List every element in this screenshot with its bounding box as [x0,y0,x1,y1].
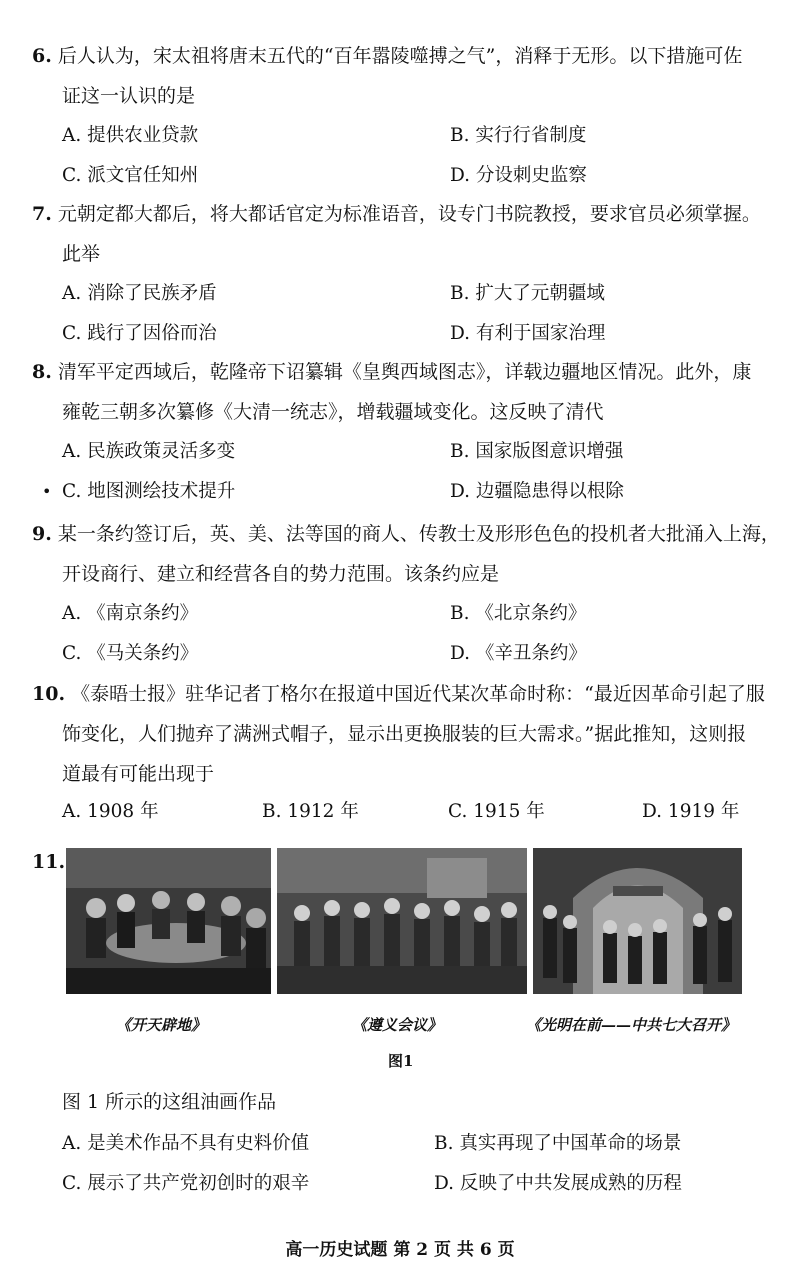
question-stem: 元朝定都大都后，将大都话官定为标准语音，设专门书院教授，要求官员必须掌握。 [57,203,761,225]
question-6 [32,36,780,116]
option-d[interactable]: D. 《辛丑条约》 [450,643,587,664]
question-10-options [62,792,780,832]
option-b[interactable]: B. 实行行省制度 [450,125,587,146]
option-d[interactable]: D. 1919 年 [642,801,740,822]
option-c[interactable]: C. 《马关条约》 [62,643,199,664]
painting-figures [66,848,742,994]
page-footer: 高一历史试题 第 2 页 共 6 页 [285,1240,515,1260]
question-stem-cont: 开设商行、建立和经营各自的势力范围。该条约应是 [62,563,500,585]
question-number: 6. [32,45,52,67]
question-stem: 后人认为，宋太祖将唐末五代的“百年嚣陵噬搏之气”，消释于无形。以下措施可佐 [57,45,743,67]
option-a[interactable]: A. 消除了民族矛盾 [62,283,217,304]
option-d[interactable]: D. 反映了中共发展成熟的历程 [434,1173,682,1194]
question-stem-cont: 饰变化，人们抛弃了满洲式帽子，显示出更换服装的巨大需求。”据此推知，这则报 [62,723,747,745]
question-8 [32,352,780,432]
question-stem: 清军平定西域后，乾隆帝下诏纂辑《皇舆西域图志》，详载边疆地区情况。此外，康 [57,361,752,383]
question-stem: 某一条约签订后，英、美、法等国的商人、传教士及形形色色的投机者大批涌入上海， [57,523,780,545]
question-10 [32,674,780,794]
stray-mark: • [42,482,52,501]
question-8-options [42,432,780,512]
question-7 [32,194,780,274]
question-7-options [62,274,780,354]
question-9-options [62,594,780,674]
caption-guangming-zaiqian: 《光明在前——中共七大召开》 [526,1016,737,1034]
option-a[interactable]: A. 是美术作品不具有史料价值 [62,1133,310,1154]
question-stem-cont: 雍乾三朝多次纂修《大清一统志》，增载疆域变化。这反映了清代 [62,401,604,423]
question-9 [32,514,780,594]
question-stem-cont: 此举 [62,243,101,265]
option-b[interactable]: B. 国家版图意识增强 [450,441,624,462]
question-11-options [62,1124,780,1204]
painting-zunyi-huiyi [277,848,527,994]
painting-guangming-zaiqian [533,848,742,994]
option-b[interactable]: B. 《北京条约》 [450,603,587,624]
question-6-options [62,116,780,196]
option-b[interactable]: B. 1912 年 [262,801,359,822]
option-a[interactable]: A. 《南京条约》 [62,603,199,624]
question-number: 9. [32,523,52,545]
painting-kaitian-pidi [66,848,271,994]
question-stem: 图 1 所示的这组油画作品 [62,1091,277,1113]
option-c[interactable]: C. 地图测绘技术提升 [62,481,236,502]
question-number: 8. [32,361,52,383]
caption-kaitian-pidi: 《开天辟地》 [116,1016,207,1034]
option-c[interactable]: C. 践行了因俗而治 [62,323,217,344]
question-stem-cont: 道最有可能出现于 [62,763,215,785]
option-d[interactable]: D. 边疆隐患得以根除 [450,481,624,502]
question-11-stem [62,1082,780,1122]
option-c[interactable]: C. 1915 年 [448,801,545,822]
question-number: 10. [32,683,66,705]
option-b[interactable]: B. 扩大了元朝疆域 [450,283,605,304]
question-number: 11. [32,851,66,873]
question-number: 7. [32,203,52,225]
question-stem: 《泰晤士报》驻华记者丁格尔在报道中国近代某次革命时称：“最近因革命引起了服 [71,683,765,705]
option-d[interactable]: D. 有利于国家治理 [450,323,606,344]
figure-label: 图1 [388,1052,414,1070]
option-b[interactable]: B. 真实再现了中国革命的场景 [434,1133,682,1154]
option-c[interactable]: C. 展示了共产党初创时的艰辛 [62,1173,310,1194]
option-d[interactable]: D. 分设刺史监察 [450,165,587,186]
option-a[interactable]: A. 1908 年 [62,801,159,822]
option-c[interactable]: C. 派文官任知州 [62,165,199,186]
option-a[interactable]: A. 提供农业贷款 [62,125,199,146]
option-a[interactable]: A. 民族政策灵活多变 [62,441,236,462]
caption-zunyi-huiyi: 《遵义会议》 [352,1016,443,1034]
question-stem-cont: 证这一认识的是 [62,85,196,107]
